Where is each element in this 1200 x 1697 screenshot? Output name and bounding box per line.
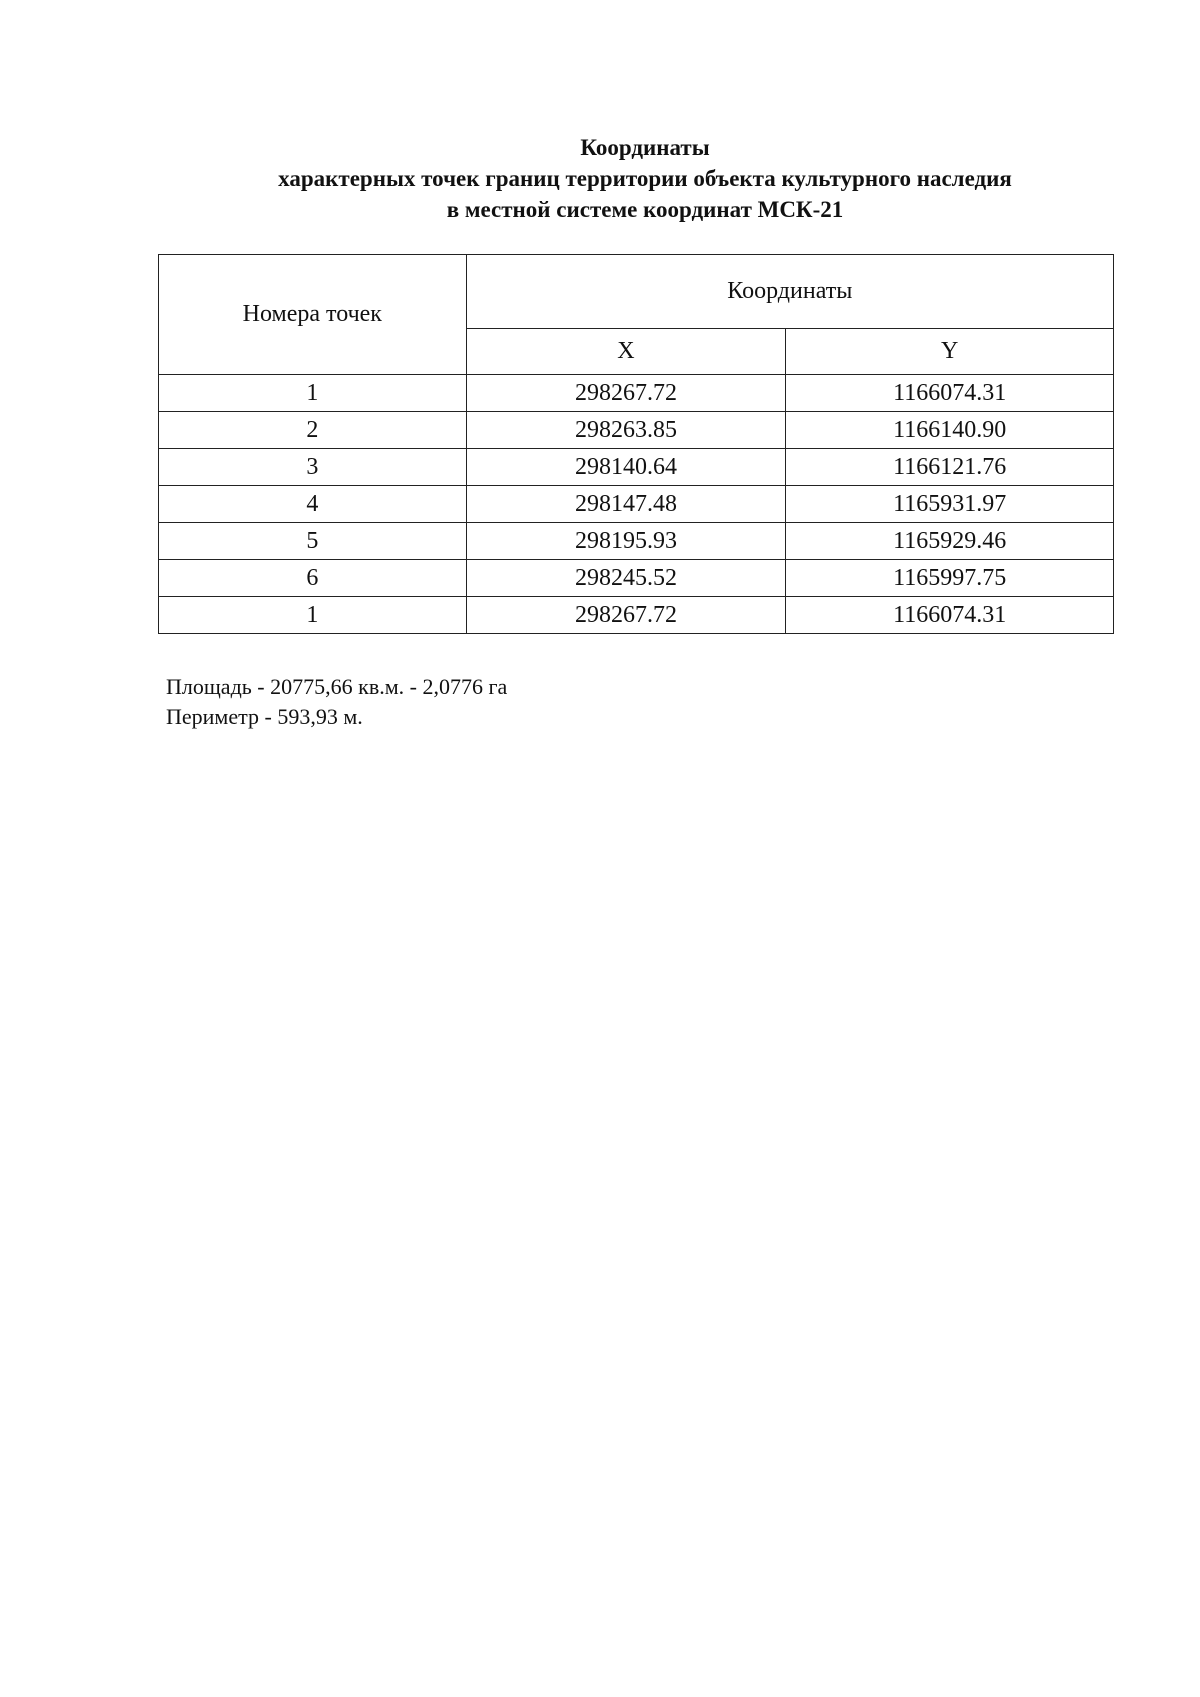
title-line-1: Координаты (580, 135, 710, 160)
point-number-cell: 2 (159, 412, 467, 449)
title-line-3: в местной системе координат МСК-21 (446, 197, 844, 222)
table-row (159, 523, 1114, 560)
point-number-cell: 5 (159, 523, 467, 560)
point-number-cell: 3 (159, 449, 467, 486)
coordinates-table (158, 254, 1114, 634)
y-coordinate-cell: 1166074.31 (786, 375, 1114, 412)
x-coordinate-cell: 298147.48 (466, 486, 786, 523)
area-text: Площадь - 20775,66 кв.м. - 2,0776 га (166, 674, 508, 699)
point-number-cell: 1 (159, 597, 467, 634)
x-coordinate-cell: 298140.64 (466, 449, 786, 486)
point-number-cell: 4 (159, 486, 467, 523)
point-number-cell: 6 (159, 560, 467, 597)
y-coordinate-cell: 1166074.31 (786, 597, 1114, 634)
x-coordinate-cell: 298245.52 (466, 560, 786, 597)
table-row (159, 560, 1114, 597)
table-row (159, 412, 1114, 449)
x-coordinate-cell: 298267.72 (466, 375, 786, 412)
table-header-row (159, 255, 1114, 329)
header-x: X (466, 329, 786, 375)
table-row (159, 449, 1114, 486)
table-row (159, 597, 1114, 634)
x-coordinate-cell: 298267.72 (466, 597, 786, 634)
title-line-2: характерных точек границ территории объекта культурного наследия (278, 166, 1012, 191)
header-point-numbers: Номера точек (159, 255, 467, 375)
perimeter-text: Периметр - 593,93 м. (166, 704, 363, 729)
y-coordinate-cell: 1166140.90 (786, 412, 1114, 449)
y-coordinate-cell: 1165997.75 (786, 560, 1114, 597)
y-coordinate-cell: 1166121.76 (786, 449, 1114, 486)
table-row (159, 375, 1114, 412)
y-coordinate-cell: 1165929.46 (786, 523, 1114, 560)
y-coordinate-cell: 1165931.97 (786, 486, 1114, 523)
table-row (159, 486, 1114, 523)
point-number-cell: 1 (159, 375, 467, 412)
x-coordinate-cell: 298195.93 (466, 523, 786, 560)
header-coordinates: Координаты (466, 255, 1113, 329)
x-coordinate-cell: 298263.85 (466, 412, 786, 449)
summary-block (166, 672, 507, 732)
document-title (0, 132, 1200, 225)
header-y: Y (786, 329, 1114, 375)
